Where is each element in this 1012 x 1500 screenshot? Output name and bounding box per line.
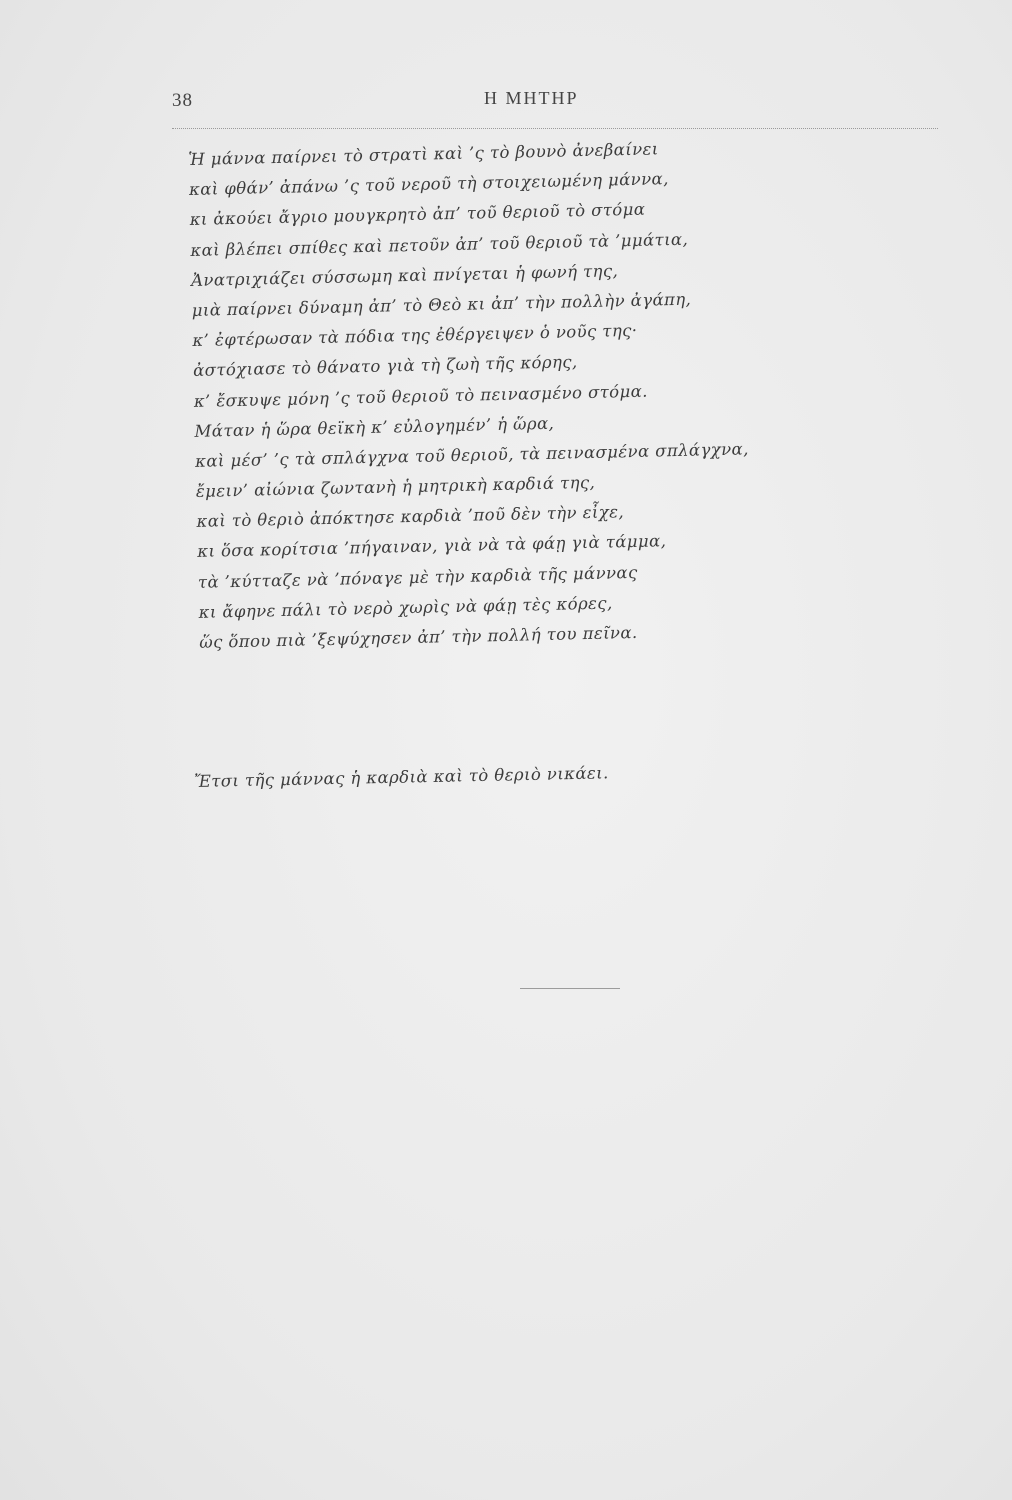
verse-line: Ἡ μάννα παίρνει τὸ στρατὶ καὶ ’ς τὸ βουνὸ ἀνεβαίνει (188, 139, 659, 169)
verse-line: κι ὅσα κορίτσια ’πήγαιναν, γιὰ νὰ τὰ φάῃ γιὰ τάμμα, (197, 531, 667, 562)
verse-line: κ’ ἐφτέρωσαν τὰ πόδια της ἐθέργειψεν ὁ νοῦς της· (192, 320, 638, 351)
running-title: Η ΜΗΤΗΡ (484, 88, 579, 108)
verse-line: κ’ ἔσκυψε μόνη ’ς τοῦ θεριοῦ τὸ πεινασμένο στόμα. (193, 381, 649, 411)
page-header (172, 88, 938, 112)
verse-line: καὶ βλέπει σπίθες καὶ πετοῦν ἀπ’ τοῦ θεριοῦ τὰ ’μμάτια, (190, 229, 689, 260)
poem-stanza (188, 129, 919, 658)
verse-line: καὶ μέσ’ ’ς τὰ σπλάγχνα τοῦ θεριοῦ, τὰ πεινασμένα σπλάγχνα, (194, 439, 749, 471)
verse-line: ἀστόχιασε τὸ θάνατο γιὰ τὴ ζωὴ τῆς κόρης, (192, 352, 578, 381)
verse-line: ἔμειν’ αἰώνια ζωντανὴ ἡ μητρικὴ καρδιά της, (195, 472, 596, 501)
verse-line: ὥς ὅπου πιὰ ’ξεψύχησεν ἀπ’ τὴν πολλή του πεῖνα. (199, 622, 638, 652)
verse-line: καὶ φθάν’ ἀπάνω ’ς τοῦ νεροῦ τὴ στοιχειωμένη μάννα, (188, 169, 669, 200)
verse-line: Μάταν ἡ ὥρα θεϊκὴ κ’ εὐλογημέν’ ἡ ὥρα, (194, 413, 555, 441)
verse-line: τὰ ’κύτταζε νὰ ’πόναγε μὲ τὴν καρδιὰ τῆς μάννας (197, 562, 638, 592)
verse-line: κι ἀκούει ἄγριο μουγκρητὸ ἀπ’ τοῦ θεριοῦ τὸ στόμα (189, 200, 646, 230)
end-divider (520, 988, 620, 989)
closing-verse: Ἔτσι τῆς μάννας ἡ καρδιὰ καὶ τὸ θεριὸ νικάει. (194, 763, 609, 791)
verse-line: Ἀνατριχιάζει σύσσωμη καὶ πνίγεται ἡ φωνή της, (190, 261, 619, 290)
verse-line: καὶ τὸ θεριὸ ἀπόκτησε καρδιὰ ’ποῦ δὲν τὴν εἶχε, (196, 502, 625, 532)
verse-line: μιὰ παίρνει δύναμη ἀπ’ τὸ Θεὸ κι ἀπ’ τὴν πολλὴν ἀγάπη, (191, 289, 692, 320)
page-number: 38 (172, 90, 193, 111)
header-divider (172, 128, 938, 129)
verse-line: κι ἄφηνε πάλι τὸ νερὸ χωρὶς νὰ φάῃ τὲς κόρες, (198, 593, 613, 622)
